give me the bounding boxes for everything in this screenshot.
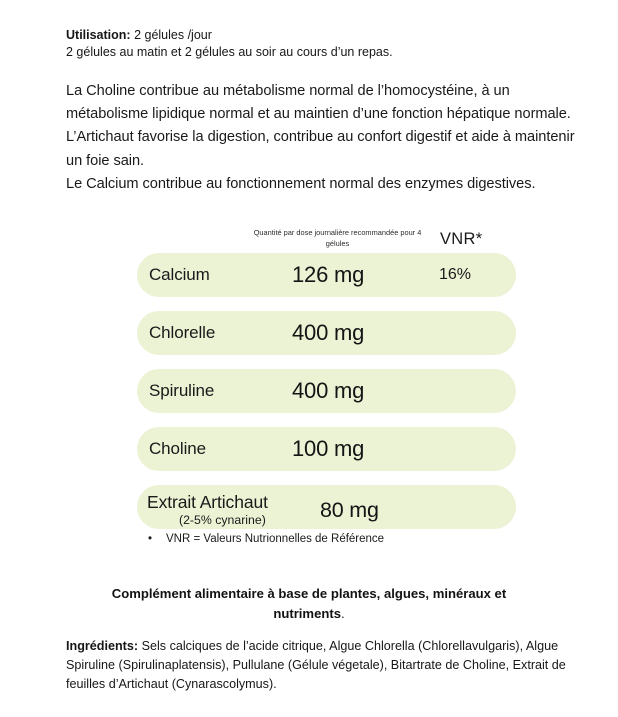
nutrient-amount: 80 mg: [320, 497, 379, 522]
usage-label: Utilisation:: [66, 28, 131, 42]
product-statement: [80, 584, 538, 624]
table-row: [137, 485, 516, 529]
nutrient-vnr: 16%: [439, 266, 472, 283]
nutrient-name: Spiruline: [149, 381, 215, 400]
vnr-footnote: [148, 531, 384, 547]
nutrition-table: [137, 228, 516, 529]
nutrient-amount: 100 mg: [292, 436, 365, 461]
ingredients-text: Sels calciques de l’acide citrique, Algue Chlorella (Chlorellavulgaris), Algue Spiruline (Spirulinaplatensis), Pullulane (Gélule végetale), Bitartrate de Choline, Extrait de feuilles d’Artichaut (Cynarascolymus).: [66, 639, 566, 691]
table-header-vnr: VNR*: [440, 230, 483, 248]
table-header-quantity: Quantité par dose journalière recommandée pour 4 gélules: [253, 228, 422, 248]
nutrient-amount: 400 mg: [292, 320, 365, 345]
nutrient-amount: 126 mg: [292, 262, 365, 287]
table-row: [137, 369, 516, 413]
usage-dose-line: [66, 27, 566, 44]
nutrient-name: Chlorelle: [149, 323, 216, 342]
nutrient-subtitle: (2-5% cynarine): [179, 513, 266, 527]
claim-artichaut: L’Artichaut favorise la digestion, contribue au confort digestif et aide à maintenir un foie sain.: [66, 129, 575, 169]
product-statement-period: .: [341, 606, 345, 621]
table-row: [137, 311, 516, 355]
table-row: [137, 253, 516, 297]
nutrient-name: Calcium: [149, 265, 210, 284]
nutrient-name: Extrait Artichaut: [147, 491, 268, 512]
product-statement-text: Complément alimentaire à base de plantes, algues, minéraux et nutriments: [111, 586, 507, 621]
usage-block: [66, 27, 566, 61]
table-header: [137, 228, 516, 253]
claim-choline: La Choline contribue au métabolisme normal de l’homocystéine, à un métabolisme lipidique normal et au maintien d’une fonction hépatique normale.: [66, 83, 571, 123]
ingredients-block: [66, 637, 566, 694]
nutrient-name: Choline: [149, 439, 206, 458]
usage-detail: 2 gélules au matin et 2 gélules au soir au cours d’un repas.: [66, 45, 393, 59]
health-claims-block: [66, 80, 594, 196]
ingredients-label: Ingrédients:: [66, 639, 139, 653]
usage-dose: 2 gélules /jour: [130, 28, 212, 42]
nutrient-amount: 400 mg: [292, 378, 365, 403]
vnr-footnote-text: VNR = Valeurs Nutrionnelles de Référence: [166, 533, 385, 545]
claim-calcium: Le Calcium contribue au fonctionnement normal des enzymes digestives.: [66, 175, 536, 192]
bullet-icon: •: [148, 533, 153, 545]
table-row: [137, 427, 516, 471]
